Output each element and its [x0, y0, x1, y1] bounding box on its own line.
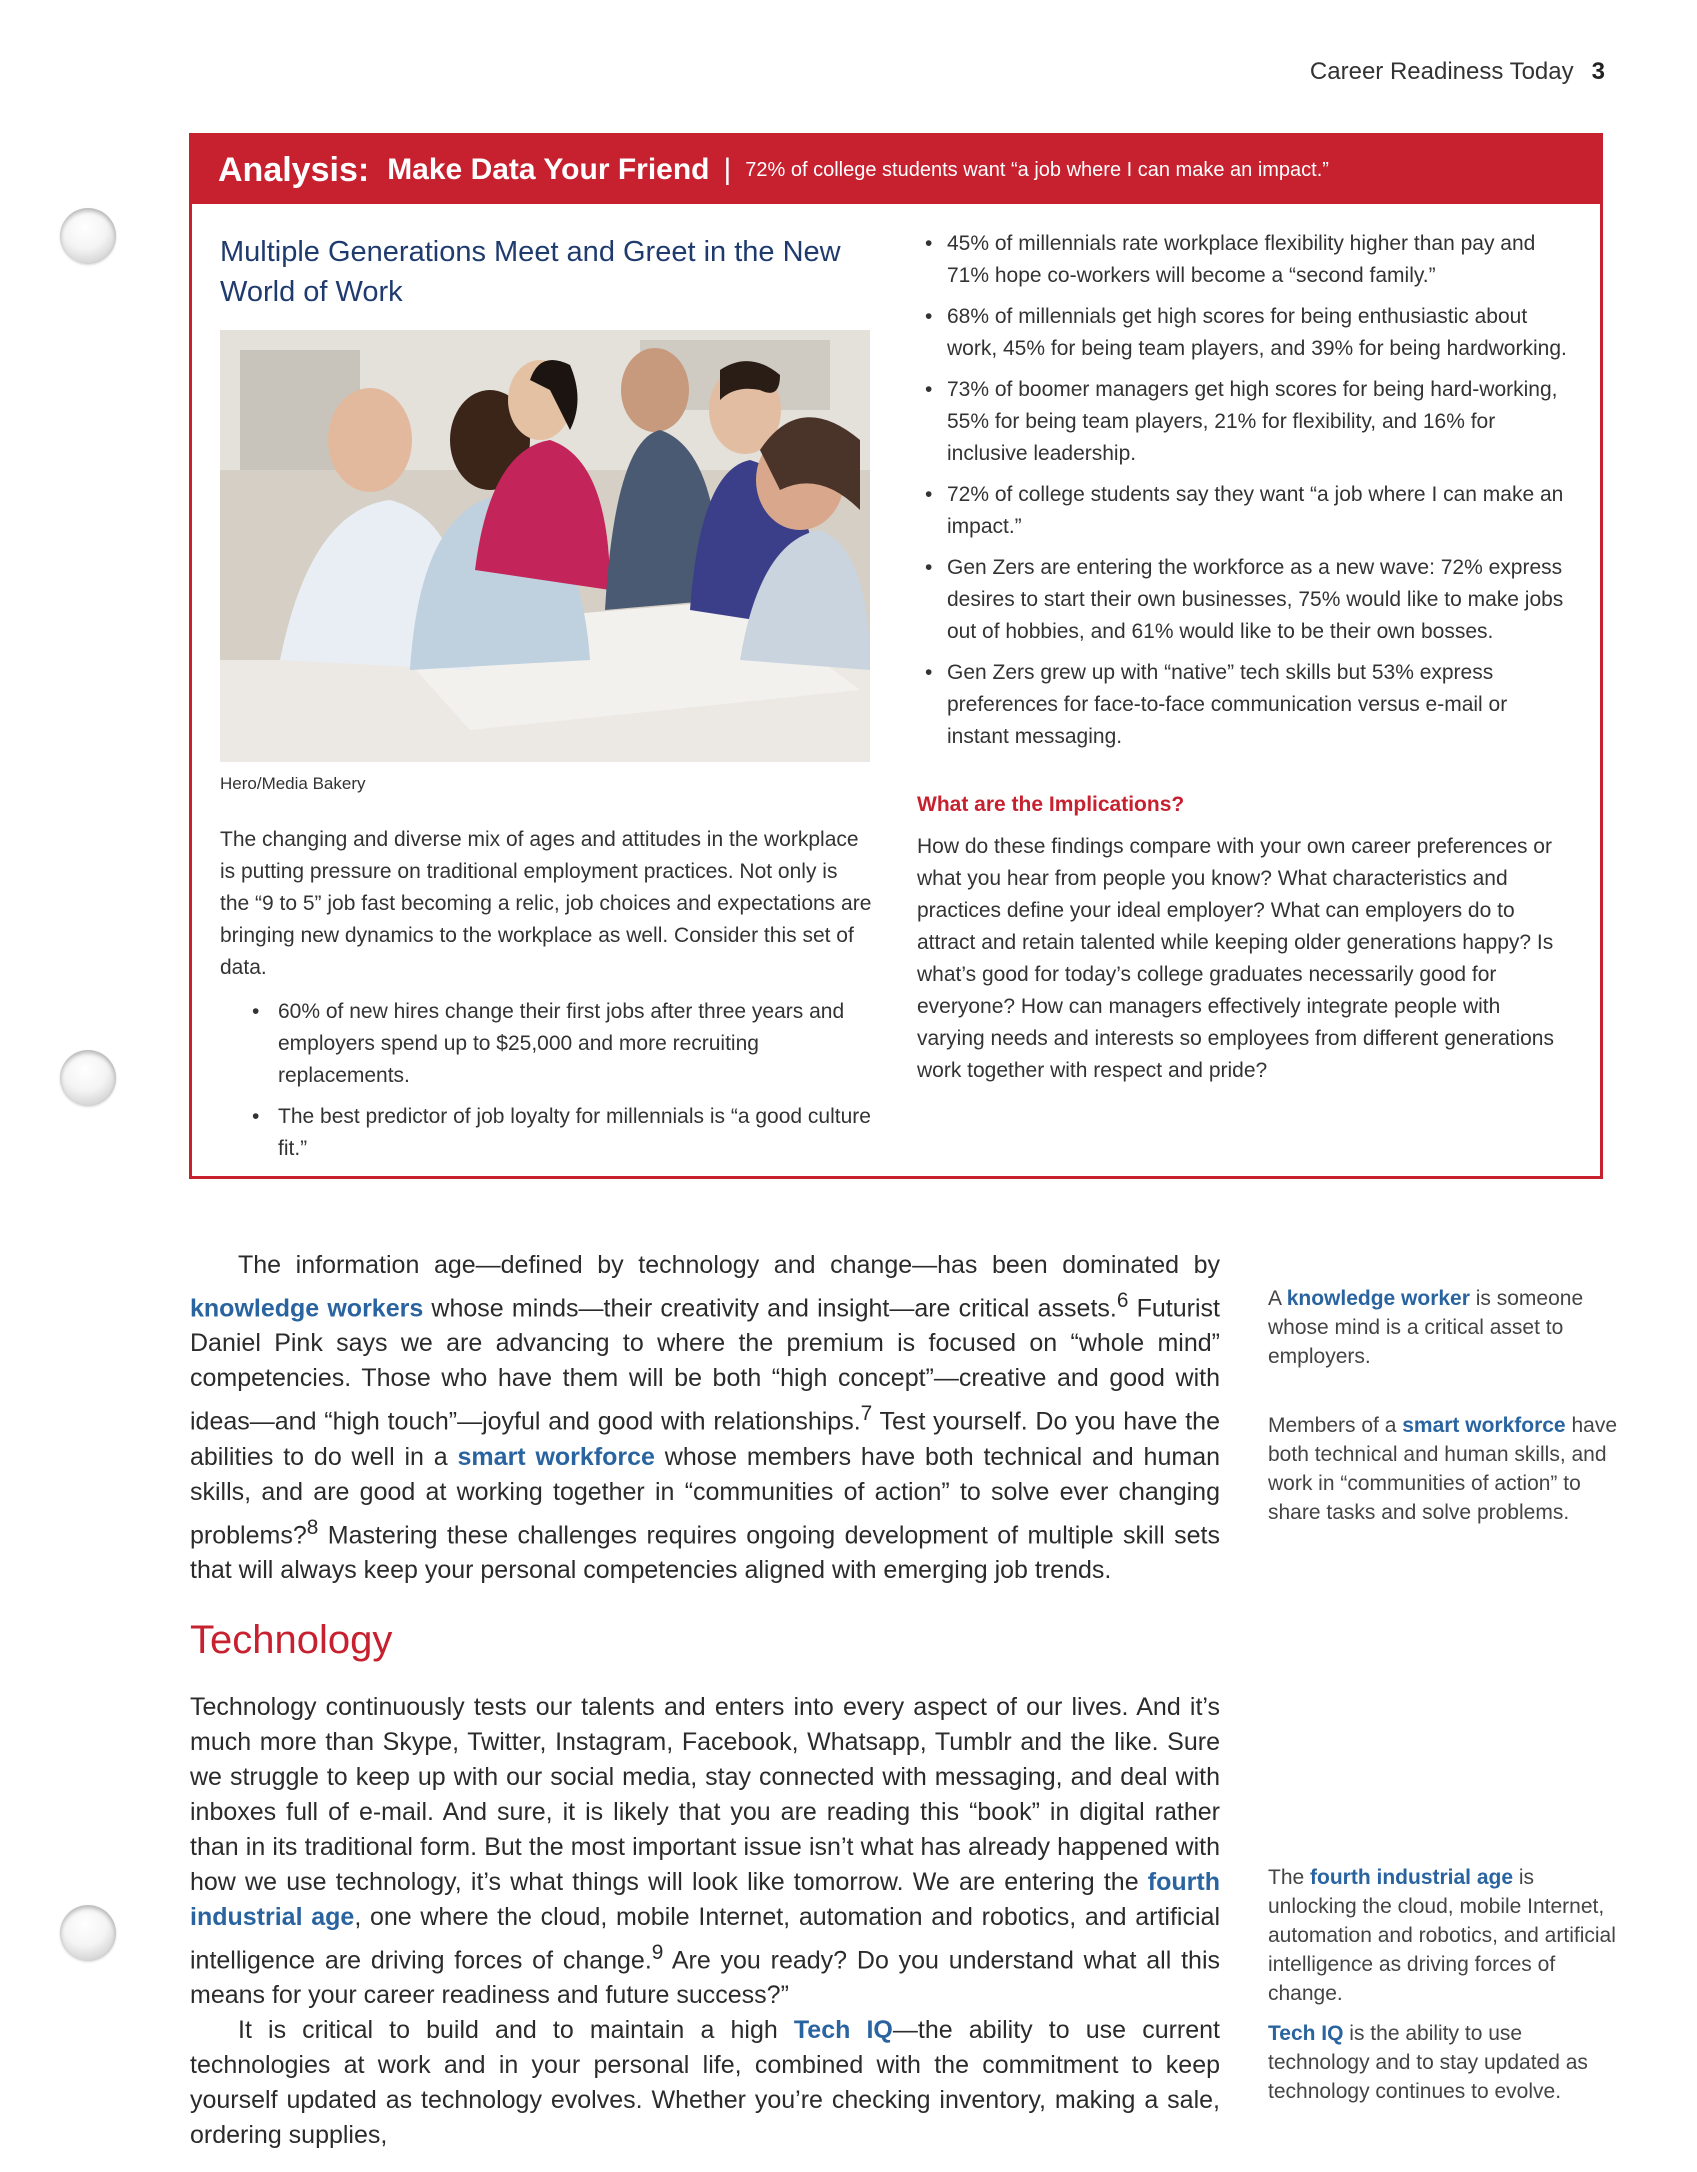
mn2-term: smart workforce: [1402, 1414, 1566, 1437]
analysis-left-column: [220, 232, 872, 1165]
analysis-subtitle: Multiple Generations Meet and Greet in the New World of Work: [220, 236, 841, 308]
binder-hole-middle: [60, 1050, 116, 1106]
mn2-pre: Members of a: [1268, 1414, 1403, 1437]
analysis-right-column: [917, 228, 1572, 1087]
left-bullet-list: [220, 996, 872, 1165]
binder-hole-top: [60, 208, 116, 264]
mn1-pre: A: [1268, 1287, 1287, 1310]
tech-iq-term: Tech IQ: [793, 2016, 893, 2045]
right-bullet-6: • Gen Zers grew up with “native” tech skills but 53% express preferences for face-to-face communication versus e-mail or instant messaging.: [917, 657, 1572, 753]
analysis-quote: 72% of college students want “a job where I can make an impact.”: [745, 158, 1329, 181]
analysis-label: Analysis:: [218, 150, 370, 189]
right-bullet-list: [917, 228, 1572, 753]
mn1-post: is someone whose mind is a critical asset to employers.: [1268, 1287, 1584, 1368]
p3-text-b: —the ability to use current technologies at work and in your personal life, combined with the commitment to keep yourself updated as technology evolves. Whether you’re checking inventory, making a sale, ordering supplies,: [190, 2016, 1220, 2150]
right-bullet-1: • 45% of millennials rate workplace flexibility higher than pay and 71% hope co-workers will become a “second family.”: [917, 228, 1572, 292]
footnote-7: 7: [860, 1402, 873, 1426]
p3-text-a: It is critical to build and to maintain a high: [238, 2016, 794, 2045]
p1-text-d: Test yourself. Do you have the abilities to do well in a: [190, 1407, 1220, 1471]
photo-credit: Hero/Media Bakery: [220, 774, 366, 793]
implications-heading: What are the Implications?: [917, 793, 1185, 816]
mn3-pre: The: [1268, 1866, 1311, 1889]
p1-text-e: whose members have both technical and human skills, and are good at working together in “communities of action” to solve ever changing problems?: [190, 1442, 1220, 1549]
running-head: [1310, 58, 1605, 86]
analysis-box: [189, 133, 1603, 1179]
margin-note-fourth-industrial-age: [1268, 1863, 1618, 2008]
right-bullet-4: • 72% of college students say they want “a job where I can make an impact.”: [917, 479, 1572, 543]
mn1-term: knowledge worker: [1286, 1287, 1470, 1310]
p1-text-f: Mastering these challenges requires ongoing development of multiple skill sets that will always keep your personal competencies aligned with emerging job trends.: [190, 1520, 1220, 1584]
body-paragraph-1: [190, 1248, 1220, 1588]
mn3-term: fourth industrial age: [1310, 1866, 1514, 1889]
body-paragraph-2: [190, 1690, 1220, 2013]
team-meeting-photo: [220, 330, 870, 762]
mn2-post: have both technical and human skills, and work in “communities of action” to share tasks and solve problems.: [1268, 1414, 1617, 1524]
p2-text-a: Technology continuously tests our talents and enters into every aspect of our lives. And it’s much more than Skype, Twitter, Instagram, Facebook, Whatsapp, Tumblr and the like. Sure we struggle to keep up with our social media, stay connected with messaging, and deal with inboxes full of e-mail. And sure, it is likely that you are reading this “book” in digital rather than in its traditional form. But the most important issue isn’t what has already happened with how we use technology, it’s what things will look like tomorrow. We are entering the: [190, 1693, 1220, 1896]
right-bullet-2: • 68% of millennials get high scores for being enthusiastic about work, 45% for being team players, and 39% for being hardworking.: [917, 301, 1572, 365]
margin-note-tech-iq: [1268, 2019, 1618, 2106]
left-bullet-2: • The best predictor of job loyalty for millennials is “a good culture fit.”: [220, 1101, 872, 1165]
left-bullet-1: • 60% of new hires change their first jobs after three years and employers spend up to $25,000 and more recruiting replacements.: [220, 996, 872, 1092]
header-separator: |: [723, 153, 732, 186]
margin-note-knowledge-worker: [1268, 1284, 1618, 1371]
footnote-6: 6: [1116, 1289, 1129, 1312]
margin-note-smart-workforce: [1268, 1411, 1618, 1527]
p1-text-b: whose minds—their creativity and insight—are critical assets.: [423, 1294, 1117, 1323]
p2-text-b: , one where the cloud, mobile Internet, automation and robotics, and artificial intelligence are driving forces of change.: [190, 1903, 1221, 1975]
fourth-industrial-age-term: fourth industrial age: [190, 1868, 1220, 1931]
binder-hole-bottom: [60, 1905, 116, 1961]
analysis-box-header: [192, 136, 1600, 204]
p1-text-a: The information age—defined by technology and change—has been dominated by: [238, 1251, 1220, 1279]
p1-text-c: Futurist Daniel Pink says we are advancing to where the premium is focused on “whole mind” competencies. Those who have them will be both “high concept”—creative and good with ideas—and “high touch”—joyful and good with relationships.: [190, 1294, 1220, 1436]
footnote-8: 8: [306, 1515, 319, 1539]
mn3-post: is unlocking the cloud, mobile Internet, automation and robotics, and artificial intelligence as driving forces of change.: [1268, 1866, 1616, 2005]
analysis-intro: The changing and diverse mix of ages and attitudes in the workplace is putting pressure on traditional employment practices. Not only is the “9 to 5” job fast becoming a relic, job choices and expectations are bringing new dynamics to the workplace as well. Consider this set of data.: [220, 828, 872, 979]
footnote-9: 9: [651, 1941, 664, 1964]
analysis-title: Make Data Your Friend: [387, 153, 710, 186]
right-bullet-3: • 73% of boomer managers get high scores for being hard-working, 55% for being team players, 21% for flexibility, and 16% for inclusive leadership.: [917, 374, 1572, 470]
body-paragraph-1-block: [190, 1248, 1220, 1588]
knowledge-workers-term: knowledge workers: [190, 1294, 424, 1323]
mn4-post: is the ability to use technology and to stay updated as technology continues to evolve.: [1268, 2022, 1588, 2103]
p2-text-c: Are you ready? Do you understand what all this means for your career readiness and future success?”: [190, 1946, 1220, 2010]
technology-body-block: [190, 1690, 1220, 2153]
smart-workforce-term: smart workforce: [457, 1442, 655, 1471]
implications-text: How do these findings compare with your own career preferences or what you hear from people you know? What characteristics and practices define your ideal employer? What can employers do to attract and retain talented while keeping older generations happy? Is what’s good for today’s college graduates necessarily good for everyone? How can managers effectively integrate people with varying needs and interests so employees from different generations work together with respect and pride?: [917, 835, 1554, 1082]
running-title: Career Readiness Today: [1309, 58, 1574, 85]
right-bullet-5: • Gen Zers are entering the workforce as a new wave: 72% express desires to start their own businesses, 75% would like to make jobs out of hobbies, and 61% would like to be their own bosses.: [917, 552, 1572, 648]
page-number: 3: [1591, 58, 1605, 85]
mn4-term: Tech IQ: [1268, 2022, 1344, 2045]
section-title-technology: Technology: [190, 1618, 393, 1662]
team-meeting-illustration: [220, 330, 870, 762]
body-paragraph-3: [190, 2013, 1220, 2153]
